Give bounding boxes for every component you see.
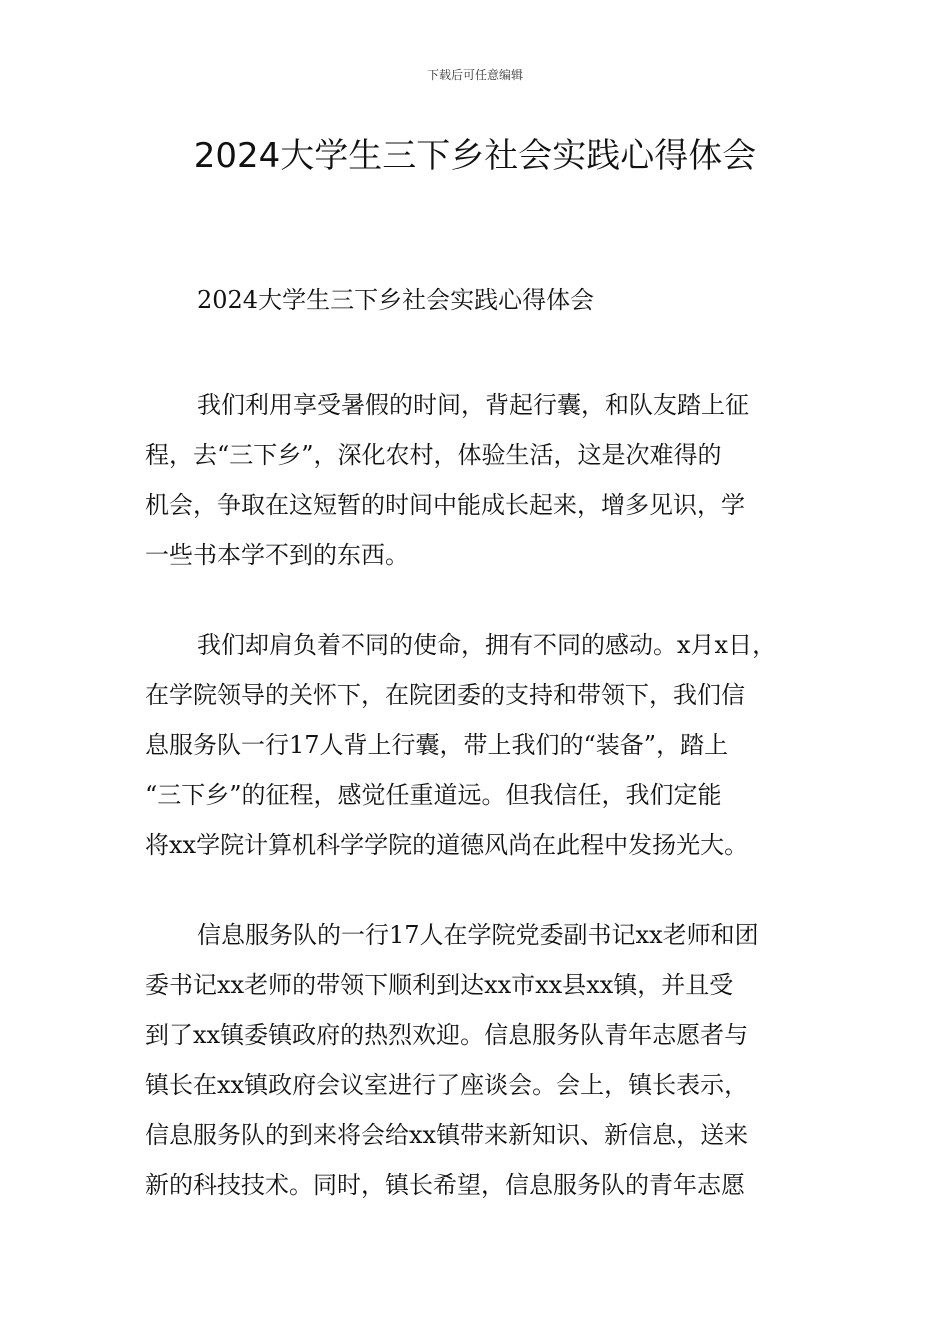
paragraph-line: 信息服务队的一行17人在学院党委副书记xx老师和团 <box>197 921 759 949</box>
paragraph-line: 信息服务队的到来将会给xx镇带来新知识、新信息，送来 <box>145 1121 749 1149</box>
document-title: 2024大学生三下乡社会实践心得体会 <box>193 136 757 176</box>
paragraph-2 <box>145 620 810 870</box>
paragraph-line: 我们却肩负着不同的使命，拥有不同的感动。x月x日， <box>197 631 777 659</box>
paragraph-line: 程，去“三下乡”，深化农村，体验生活，这是次难得的 <box>145 441 722 469</box>
paragraph-line: 在学院领导的关怀下，在院团委的支持和带领下，我们信 <box>145 681 745 709</box>
paragraph-line: 到了xx镇委镇政府的热烈欢迎。信息服务队青年志愿者与 <box>145 1021 749 1049</box>
paragraph-line: 息服务队一行17人背上行囊，带上我们的“装备”，踏上 <box>145 731 729 759</box>
paragraph-line: 机会，争取在这短暂的时间中能成长起来，增多见识，学 <box>145 491 745 519</box>
paragraph-line: 一些书本学不到的东西。 <box>145 541 409 569</box>
document-subtitle: 2024大学生三下乡社会实践心得体会 <box>197 286 595 314</box>
paragraph-line: 委书记xx老师的带领下顺利到达xx市xx县xx镇，并且受 <box>145 971 734 999</box>
paragraph-1 <box>145 380 810 580</box>
paragraph-line: 我们利用享受暑假的时间，背起行囊，和队友踏上征 <box>197 391 749 419</box>
paragraph-line: 镇长在xx镇政府会议室进行了座谈会。会上，镇长表示， <box>145 1071 749 1099</box>
paragraph-line: 新的科技技术。同时，镇长希望，信息服务队的青年志愿 <box>145 1171 745 1199</box>
paragraph-line: “三下乡”的征程，感觉任重道远。但我信任，我们定能 <box>145 781 722 809</box>
paragraph-line: 将xx学院计算机科学学院的道德风尚在此程中发扬光大。 <box>145 831 749 859</box>
paragraph-3 <box>145 910 810 1210</box>
document-body <box>145 280 810 1250</box>
header-note: 下载后可任意编辑 <box>426 68 523 82</box>
